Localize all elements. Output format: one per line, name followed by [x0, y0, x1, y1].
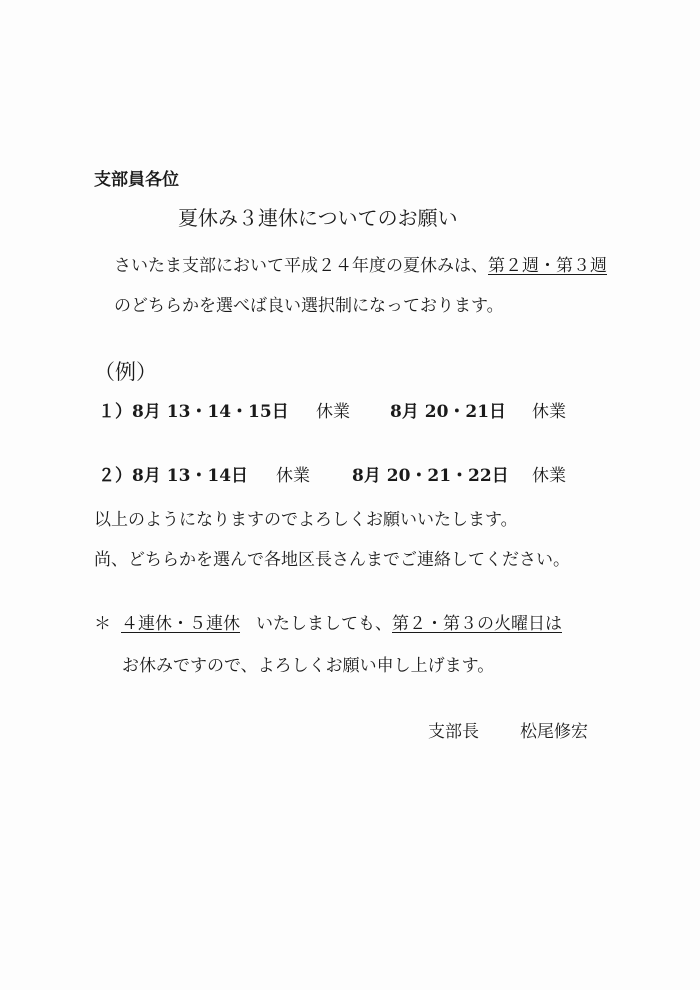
note-asterisk: ＊	[94, 614, 111, 634]
example-dates-first: 8月 13・14日	[132, 466, 249, 486]
example-holiday-label: 休業	[532, 402, 566, 422]
note-line-2: お休みですので、よろしくお願い申し上げます。	[122, 656, 495, 676]
example-row-1	[0, 400, 700, 424]
document-title: 夏休み３連休についてのお願い	[178, 206, 458, 230]
signature-name: 松尾修宏	[520, 722, 588, 742]
addressee: 支部員各位	[94, 170, 179, 190]
example-heading: （例）	[94, 360, 157, 384]
signature-title: 支部長	[428, 722, 479, 742]
example-dates-second: 8月 20・21・22日	[352, 466, 509, 486]
example-holiday-label: 休業	[316, 402, 350, 422]
example-number: ２）	[98, 466, 132, 486]
example-holiday-label: 休業	[532, 466, 566, 486]
note-long-holidays-underlined: ４連休・５連休	[121, 614, 240, 634]
note-line-1	[94, 612, 562, 636]
note-tuesdays-underlined: 第２・第３の火曜日は	[392, 614, 562, 634]
intro-text: さいたま支部において平成２４年度の夏休みは、	[114, 256, 488, 276]
note-middle-text: いたしましても、	[256, 614, 392, 634]
example-dates-second: 8月 20・21日	[390, 402, 507, 422]
closing-line-1: 以上のようになりますのでよろしくお願いいたします。	[94, 510, 518, 530]
intro-line-2: のどちらかを選べば良い選択制になっております。	[114, 296, 504, 316]
example-number: １）	[98, 402, 132, 422]
example-dates-first: 8月 13・14・15日	[132, 402, 289, 422]
example-row-2	[0, 464, 700, 488]
closing-line-2: 尚、どちらかを選んで各地区長さんまでご連絡してください。	[94, 550, 570, 570]
intro-weeks-underlined: 第２週・第３週	[488, 256, 607, 276]
intro-line-1	[114, 254, 607, 278]
example-holiday-label: 休業	[276, 466, 310, 486]
